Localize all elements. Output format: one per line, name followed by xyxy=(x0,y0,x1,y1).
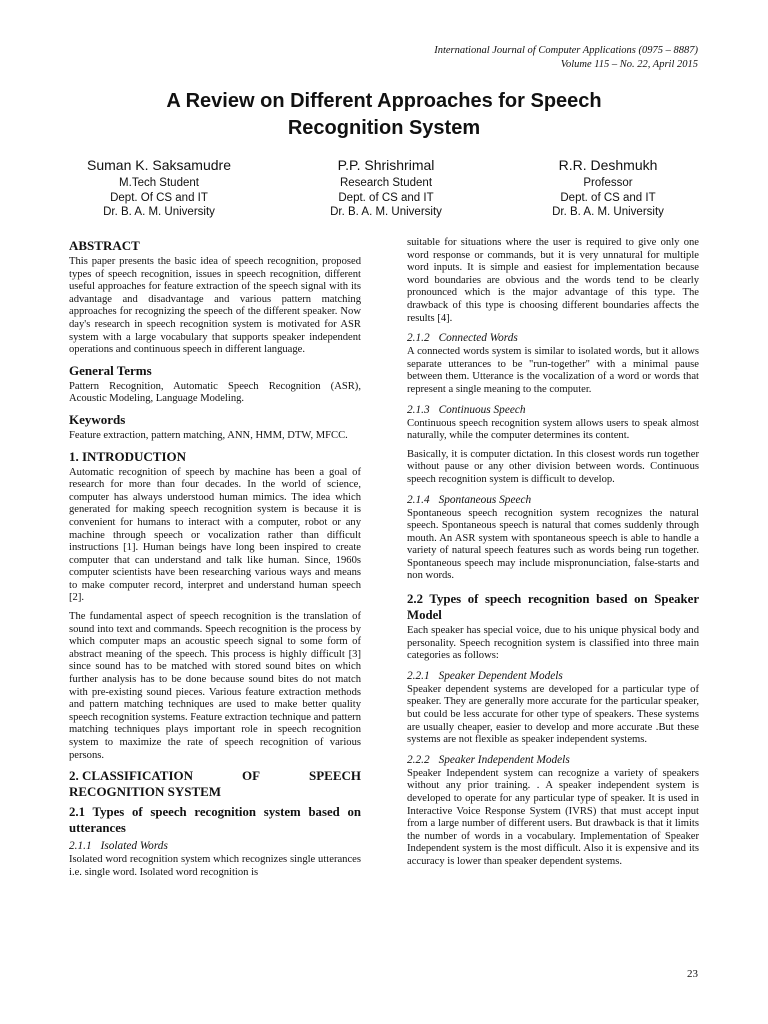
section-2-1-3-paragraph-1: Continuous speech recognition system allows users to speak almost naturally, while the computer determines its content. xyxy=(407,417,699,442)
author-role: M.Tech Student xyxy=(119,177,199,189)
left-column xyxy=(69,238,361,885)
abstract-heading: ABSTRACT xyxy=(69,238,140,253)
author-role: Research Student xyxy=(339,177,433,189)
author-1 xyxy=(49,156,269,220)
title-line-2: Recognition System xyxy=(287,117,481,139)
section-2-1-2-text: A connected words system is similar to isolated words, but it allows separate utterances to be "run-together" with a minimal pause between them. Utterance is the vocalization of a word or words that represent a single meaning to the computer. xyxy=(407,346,699,395)
introduction-heading: 1. INTRODUCTION xyxy=(69,448,187,464)
section-2-1-3-paragraph-2: Basically, it is computer dictation. In this closest words run together without pause or any other division between words. Continuous speech recognition system is difficult to develop. xyxy=(407,448,699,485)
abstract-text: This paper presents the basic idea of speech recognition, proposed types of speech recognition, issues in speech recognition, different useful approaches for feature extraction of the speech signal with its advantage and disadvantage and various pattern matching approaches for recognizing the speech of the different speaker. Now day's research in speech recognition system is motivated for ASR system with a large vocabulary that supports speaker independent operations and continuous speech in different language. xyxy=(69,256,361,356)
keywords-text: Feature extraction, pattern matching, ANN, HMM, DTW, MFCC. xyxy=(69,429,348,441)
section-number: 2.2.1 xyxy=(407,669,430,682)
section-2-2-heading: 2.2 Types of speech recognition based on Speaker Model xyxy=(407,592,699,623)
section-2-2-2-heading xyxy=(407,753,699,767)
section-number: 2.1.1 xyxy=(69,840,92,853)
classification-heading xyxy=(69,768,361,784)
section-number: 2.1.3 xyxy=(407,403,430,416)
general-terms-heading: General Terms xyxy=(69,362,152,378)
section-2-1-heading: 2.1 Types of speech recognition system based on utterances xyxy=(69,805,361,836)
author-dept: Dept. of CS and IT xyxy=(338,191,434,204)
classification-heading-line-2: RECOGNITION SYSTEM xyxy=(69,784,222,800)
author-name: P.P. Shrishrimal xyxy=(337,157,435,173)
author-name: Suman K. Saksamudre xyxy=(87,157,231,173)
author-name: R.R. Deshmukh xyxy=(558,157,658,173)
classification-heading-word: 2. CLASSIFICATION xyxy=(69,768,194,784)
journal-volume: Volume 115 – No. 22, April 2015 xyxy=(560,59,698,70)
introduction-paragraph-2: The fundamental aspect of speech recognition is the translation of sound into text and commands. Speech recognition is the process by which computer maps an acoustic speech signal to some form of abstract meaning of the speech. This process is highly difficult [3] since sound has to be matched with stored sound bites on which further analysis has to be done because sound bites do not match with pre-existing sound pieces. Various feature extraction methods and pattern matching techniques are used to make better quality speech recognition systems. Feature extraction technique and pattern matching techniques plays important role in speech recognition system to maximize the rate of speech recognition of various persons. xyxy=(69,611,361,761)
author-university: Dr. B. A. M. University xyxy=(330,206,442,218)
section-2-1-3-heading xyxy=(407,403,699,417)
paper-title xyxy=(0,88,768,142)
section-2-2-text: Each speaker has special voice, due to his unique physical body and personality. Speech recognition system is classified into three main categories as follows: xyxy=(407,625,699,662)
page-number: 23 xyxy=(687,968,698,980)
section-2-2-2-text: Speaker Independent system can recognize a variety of speakers without any prior training. . A speaker independent system is developed to operate for any particular type of speaker. It is used in Interactive Voice Response System (IVRS) that must accept input from a large number of different users. But drawback is that it limits the number of words in a vocabulary. Implementation of Speaker Independent system is the most difficult. Also it is expensive and its accuracy is lower than speaker dependent systems. xyxy=(407,767,699,867)
section-2-1-1-heading xyxy=(69,839,361,853)
section-2-1-2-heading xyxy=(407,331,699,345)
general-terms-text: Pattern Recognition, Automatic Speech Recognition (ASR), Acoustic Modeling, Language Modeling. xyxy=(69,380,361,405)
section-title: Speaker Dependent Models xyxy=(438,669,563,682)
section-2-2-1-text: Speaker dependent systems are developed for a particular type of speaker. They are generally more accurate for the particular speaker, but could be less accurate for other type of speakers. These systems are usually cheaper, easier to develop and more accurate .But these systems are not flexible as speaker independent systems. xyxy=(407,683,699,746)
author-university: Dr. B. A. M. University xyxy=(103,206,215,218)
section-title: Spontaneous Speech xyxy=(438,493,532,506)
right-column xyxy=(407,237,699,875)
section-2-1-1-continued: suitable for situations where the user is required to give only one word response or commands, but it is very unnatural for multiple word inputs. It is simple and easiest for implementation because word boundaries are obvious and the words tend to be clearly pronounced which is the major advantage of this type. The drawback of this type is choosing different boundaries affects the results [4]. xyxy=(407,237,699,324)
author-3 xyxy=(498,156,718,220)
classification-heading-word: SPEECH xyxy=(308,768,361,784)
introduction-paragraph-1: Automatic recognition of speech by machine has been a goal of research for more than four decades. In the world of science, computer has always understood human mimics. The idea which generated for making speech recognition system is because it is convenient for humans to interact with a computer, robot or any machine through speech or vocalization rather than difficult instructions [1]. Human beings have long been inspired to create computer that can understand and talk like human. Since, 1960s computer scientists have been researching various ways and means to make computer record, interpret and understand human speech [2]. xyxy=(69,466,361,604)
section-title: Continuous Speech xyxy=(438,403,526,416)
author-dept: Dept. of CS and IT xyxy=(560,191,656,204)
section-title: Connected Words xyxy=(438,332,518,345)
section-2-2-1-heading xyxy=(407,669,699,683)
section-2-1-4-text: Spontaneous speech recognition system recognizes the natural speech. Spontaneous speech is natural that comes suddenly through mouth. An ASR system with spontaneous speech is able to handle a variety of natural speech features such as words being run together. Spontaneous speech may include mispronunciation, false-starts and non words. xyxy=(407,507,699,582)
section-2-1-4-heading xyxy=(407,493,699,507)
title-line-1: A Review on Different Approaches for Speech xyxy=(166,90,602,112)
author-university: Dr. B. A. M. University xyxy=(552,206,664,218)
author-role: Professor xyxy=(583,177,633,189)
keywords-heading: Keywords xyxy=(69,411,126,427)
classification-heading-word: OF xyxy=(241,768,261,784)
section-number: 2.1.2 xyxy=(407,332,430,345)
section-number: 2.1.4 xyxy=(407,493,430,506)
author-2 xyxy=(276,156,496,220)
section-number: 2.2.2 xyxy=(407,753,430,766)
journal-header xyxy=(434,44,698,72)
journal-name: International Journal of Computer Applications (0975 – 8887) xyxy=(434,45,698,56)
section-title: Isolated Words xyxy=(100,840,168,853)
author-dept: Dept. Of CS and IT xyxy=(110,191,208,204)
section-title: Speaker Independent Models xyxy=(438,753,570,766)
section-2-1-1-text: Isolated word recognition system which recognizes single utterances i.e. single word. Isolated word recognition is xyxy=(69,854,361,878)
